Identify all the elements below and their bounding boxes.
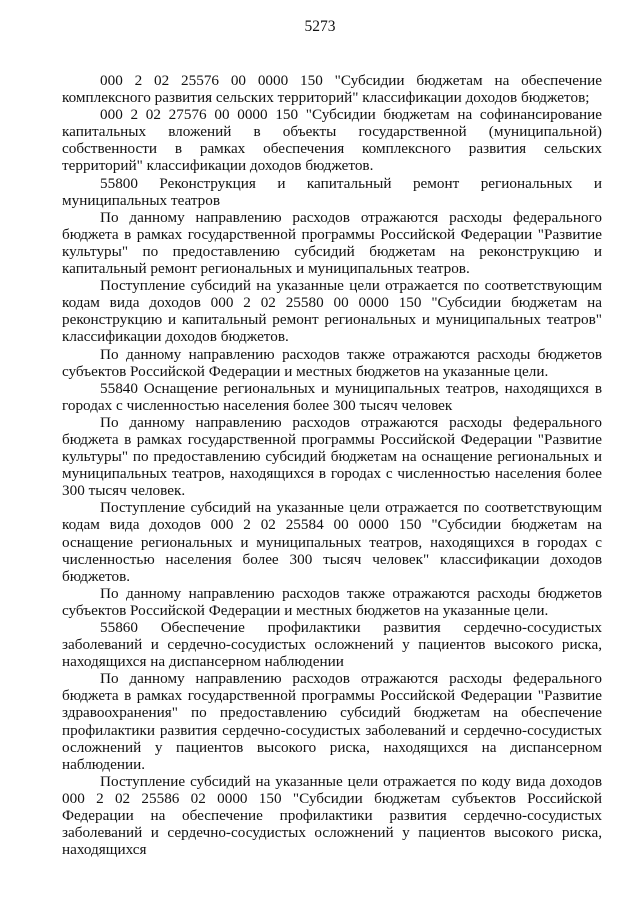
page-number: 5273 [304, 18, 336, 35]
paragraph-code-25576: 000 2 02 25576 00 0000 150 "Субсидии бюджетам на обеспечение комплексного развития сельских территорий" классификации доходов бюджетов; [62, 72, 602, 107]
document-body [62, 72, 602, 858]
paragraph-55800-revenue: Поступление субсидий на указанные цели отражается по соответствующим кодам вида доходов 000 2 02 25580 00 0000 150 "Субсидии бюджетам на реконструкцию и капитальный ремонт региональных и муниципальных театров" классификации доходов бюджетов. [62, 277, 602, 346]
paragraph-55800-regional: По данному направлению расходов также отражаются расходы бюджетов субъектов Российской Федерации и местных бюджетов на указанные цели. [62, 345, 602, 380]
paragraph-55860-revenue: Поступление субсидий на указанные цели отражается по коду вида доходов 000 2 02 25586 02 0000 150 "Субсидии бюджетам субъектов Российской Федерации на обеспечение профилактики развития сердечно-сосудистых заболеваний и сердечно-сосудистых осложнений у пациентов высокого риска, находящихся [62, 772, 602, 859]
section-heading-55840: 55840 Оснащение региональных и муниципальных театров, находящихся в городах с численностью населения более 300 тысяч человек [62, 379, 602, 414]
paragraph-55800-expenses: По данному направлению расходов отражаются расходы федерального бюджета в рамках государственной программы Российской Федерации "Развитие культуры" по предоставлению субсидий бюджетам на реконструкцию и капитальный ремонт региональных и муниципальных театров. [62, 208, 602, 278]
paragraph-55860-expenses: По данному направлению расходов отражаются расходы федерального бюджета в рамках государственной программы Российской Федерации "Развитие здравоохранения" по предоставлению субсидий бюджетам на обеспечение профилактики развития сердечно-сосудистых заболеваний и сердечно-сосудистых осложнений у пациентов высокого риска, находящихся на диспансерном наблюдении. [62, 670, 602, 773]
section-heading-55860: 55860 Обеспечение профилактики развития сердечно-сосудистых заболеваний и сердечно-сосудистых осложнений у пациентов высокого риска, находящихся на диспансерном наблюдении [62, 619, 602, 671]
paragraph-55840-revenue: Поступление субсидий на указанные цели отражается по соответствующим кодам вида доходов 000 2 02 25584 00 0000 150 "Субсидии бюджетам на оснащение региональных и муниципальных театров, находящихся в городах с численностью населения более 300 тысяч человек" классификации доходов бюджетов. [62, 499, 602, 585]
paragraph-55840-expenses: По данному направлению расходов отражаются расходы федерального бюджета в рамках государственной программы Российской Федерации "Развитие культуры" по предоставлению субсидий бюджетам на оснащение региональных и муниципальных театров, находящихся в городах с численностью населения более 300 тысяч человек. [62, 413, 602, 500]
paragraph-code-27576: 000 2 02 27576 00 0000 150 "Субсидии бюджетам на софинансирование капитальных вложений в объекты государственной (муниципальной) собственности в рамках обеспечения комплексного развития сельских территорий" классификации доходов бюджетов. [62, 106, 602, 175]
paragraph-55840-regional: По данному направлению расходов также отражаются расходы бюджетов субъектов Российской Федерации и местных бюджетов на указанные цели. [62, 584, 602, 619]
section-heading-55800: 55800 Реконструкция и капитальный ремонт региональных и муниципальных театров [62, 174, 602, 209]
